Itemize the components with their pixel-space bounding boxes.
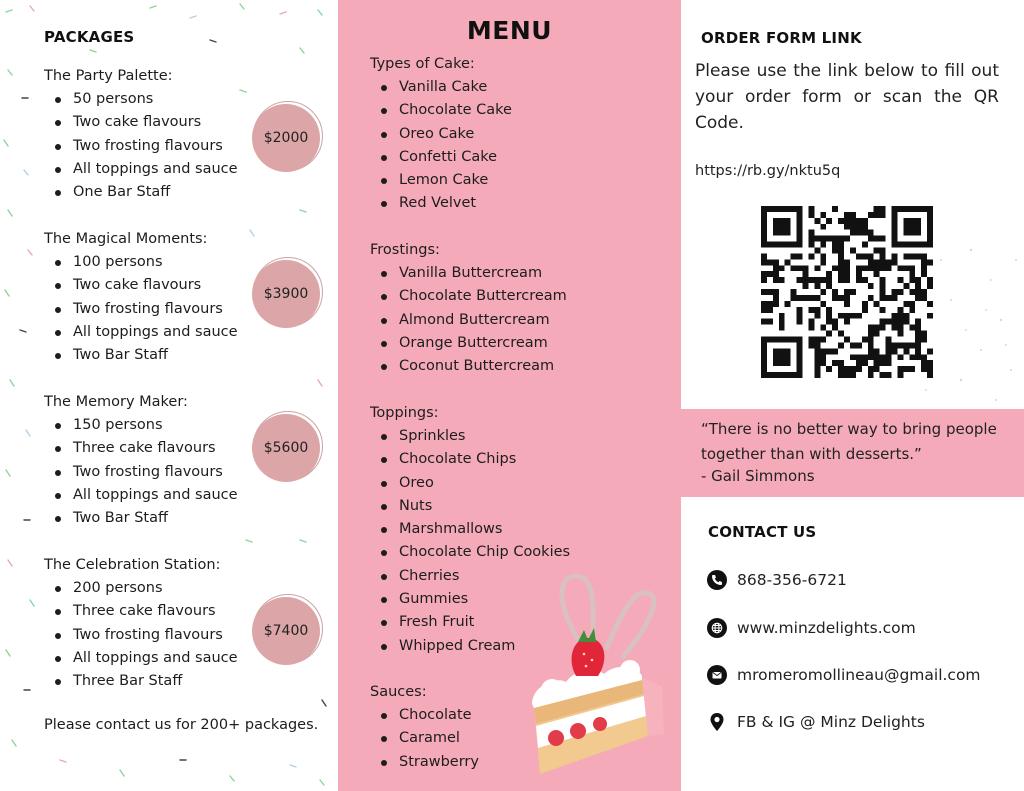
phone-icon: [707, 570, 727, 590]
package-name: The Memory Maker:: [44, 394, 188, 410]
menu-item: Red Velvet: [370, 192, 512, 215]
price-value: $5600: [252, 414, 320, 482]
menu-item: Gummies: [370, 588, 570, 611]
menu-item: Chocolate Chips: [370, 448, 570, 471]
package-feature: Two Bar Staff: [44, 344, 334, 367]
price-value: $2000: [252, 104, 320, 172]
menu-item: Vanilla Buttercream: [370, 262, 567, 285]
menu-title: MENU: [466, 16, 553, 45]
cake-slice-icon: [526, 566, 666, 781]
menu-list: [370, 704, 479, 774]
menu-item: Nuts: [370, 495, 570, 518]
mail-icon: [707, 665, 727, 685]
qr-code-icon[interactable]: [761, 206, 933, 378]
location-pin-icon: [707, 712, 727, 732]
package-feature: All toppings and sauce: [44, 321, 334, 344]
contact-social[interactable]: [707, 712, 925, 732]
package-name: The Magical Moments:: [44, 231, 208, 247]
menu-item: Coconut Buttercream: [370, 355, 567, 378]
menu-item: Cherries: [370, 565, 570, 588]
menu-item: Vanilla Cake: [370, 76, 512, 99]
menu-item: Confetti Cake: [370, 146, 512, 169]
contact-email-value: mromeromollineau@gmail.com: [737, 666, 981, 684]
menu-item: Almond Buttercream: [370, 309, 567, 332]
package-feature: Three cake flavours: [44, 437, 334, 460]
menu-item: Fresh Fruit: [370, 611, 570, 634]
package-feature: Two frosting flavours: [44, 298, 334, 321]
menu-item: Chocolate Chip Cookies: [370, 541, 570, 564]
menu-item: Chocolate Buttercream: [370, 285, 567, 308]
packages-panel: [0, 0, 338, 791]
price-badge: [252, 414, 322, 484]
package-feature: 200 persons: [44, 577, 334, 600]
package-feature: Two cake flavours: [44, 274, 334, 297]
menu-item: Marshmallows: [370, 518, 570, 541]
order-instructions: Please use the link below to fill out your order form or scan the QR Code.: [695, 61, 999, 133]
package-feature: All toppings and sauce: [44, 484, 334, 507]
menu-item: Chocolate Cake: [370, 99, 512, 122]
package-name: The Party Palette:: [44, 68, 173, 84]
package-feature: Two Bar Staff: [44, 507, 334, 530]
menu-group-frostings: [370, 239, 567, 378]
order-contact-panel: [681, 0, 1024, 791]
package-feature: Two frosting flavours: [44, 461, 334, 484]
menu-group-title: Sauces:: [370, 684, 427, 700]
contact-email[interactable]: [707, 665, 981, 685]
quote-text: “There is no better way to bring people together than with desserts.”: [701, 420, 997, 463]
contact-heading: CONTACT US: [708, 523, 817, 541]
contact-phone[interactable]: [707, 570, 847, 590]
package-feature: Two frosting flavours: [44, 624, 334, 647]
quote-band: [681, 409, 1024, 497]
package-name: The Celebration Station:: [44, 557, 221, 573]
menu-item: Caramel: [370, 727, 479, 750]
menu-item: Chocolate: [370, 704, 479, 727]
package-feature: 50 persons: [44, 88, 334, 111]
order-link[interactable]: https://rb.gy/nktu5q: [695, 163, 841, 179]
menu-list: [370, 76, 512, 216]
contact-phone-value: 868-356-6721: [737, 571, 847, 589]
package-feature: Two frosting flavours: [44, 135, 334, 158]
price-value: $3900: [252, 260, 320, 328]
menu-item: Orange Buttercream: [370, 332, 567, 355]
contact-website[interactable]: [707, 618, 916, 638]
menu-group-title: Types of Cake:: [370, 56, 475, 72]
price-badge: [252, 260, 322, 330]
order-heading: ORDER FORM LINK: [701, 29, 862, 47]
package-feature: One Bar Staff: [44, 181, 334, 204]
packages-note: Please contact us for 200+ packages.: [44, 717, 319, 733]
menu-group-sauces: [370, 681, 479, 774]
package-feature: All toppings and sauce: [44, 647, 334, 670]
menu-group-title: Frostings:: [370, 242, 440, 258]
menu-item: Strawberry: [370, 751, 479, 774]
package-feature: 100 persons: [44, 251, 334, 274]
menu-panel: [338, 0, 681, 791]
package-feature: Two cake flavours: [44, 111, 334, 134]
menu-item: Whipped Cream: [370, 635, 570, 658]
menu-item: Lemon Cake: [370, 169, 512, 192]
packages-heading: PACKAGES: [44, 28, 135, 46]
menu-list: [370, 262, 567, 378]
menu-item: Oreo: [370, 472, 570, 495]
package-feature: All toppings and sauce: [44, 158, 334, 181]
price-value: $7400: [252, 597, 320, 665]
contact-social-value: FB & IG @ Minz Delights: [737, 713, 925, 731]
menu-group-cakes: [370, 53, 512, 216]
package-feature: 150 persons: [44, 414, 334, 437]
price-badge: [252, 104, 322, 174]
package-feature: Three Bar Staff: [44, 670, 334, 693]
globe-icon: [707, 618, 727, 638]
contact-website-value: www.minzdelights.com: [737, 619, 916, 637]
price-badge: [252, 597, 322, 667]
menu-item: Oreo Cake: [370, 123, 512, 146]
menu-item: Sprinkles: [370, 425, 570, 448]
menu-group-title: Toppings:: [370, 405, 439, 421]
quote-author: - Gail Simmons: [701, 467, 815, 485]
package-feature: Three cake flavours: [44, 600, 334, 623]
